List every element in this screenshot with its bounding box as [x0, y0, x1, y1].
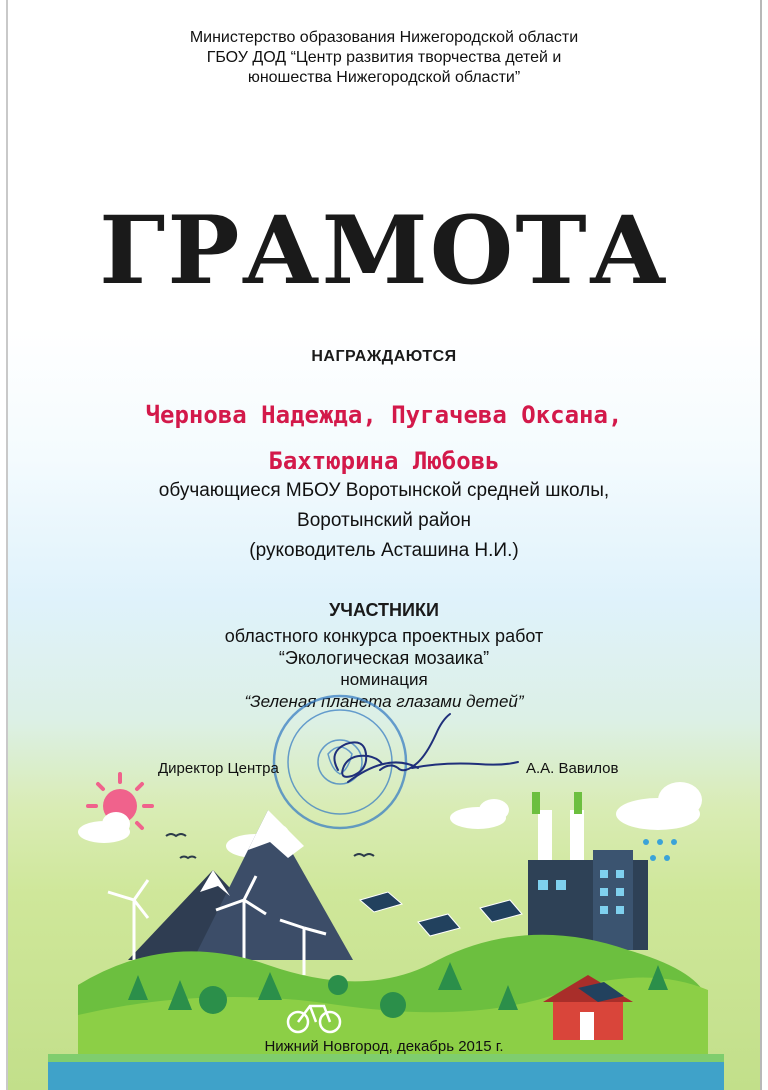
contest-description: областного конкурса проектных работ [224, 626, 544, 646]
district: Воротынский район [297, 510, 471, 531]
signature [334, 714, 518, 782]
nomination-label: номинация [340, 670, 428, 689]
issuer-ministry: Министерство образования Нижегородской области [189, 29, 579, 46]
stamp-and-signature [8, 0, 762, 1090]
awarded-label: НАГРАЖДАЮТСЯ [311, 348, 457, 365]
certificate-sheet [6, 0, 762, 1090]
supervisor: (руководитель Асташина Н.И.) [249, 540, 519, 561]
certificate-title: ГРАМОТА [99, 196, 669, 306]
contest-name: “Экологическая мозаика” [278, 648, 490, 668]
signatory-position: Директор Центра [158, 760, 279, 777]
place-and-date: Нижний Новгород, декабрь 2015 г. [264, 1038, 504, 1055]
signatory-name: А.А. Вавилов [526, 760, 619, 777]
official-stamp [274, 696, 406, 828]
recipients-line-2: Бахтюрина Любовь [268, 447, 500, 475]
issuer-organization: ГБОУ ДОД “Центр развития творчества детей и [206, 49, 562, 66]
school: обучающиеся МБОУ Воротынской средней школы, [158, 480, 610, 501]
status-label: УЧАСТНИКИ [329, 600, 439, 620]
recipients-line-1: Чернова Надежда, Пугачева Оксана, [145, 401, 623, 429]
nomination-name: “Зеленая планета глазами детей” [244, 692, 524, 711]
issuer-organization-cont: юношества Нижегородской области” [247, 69, 521, 86]
